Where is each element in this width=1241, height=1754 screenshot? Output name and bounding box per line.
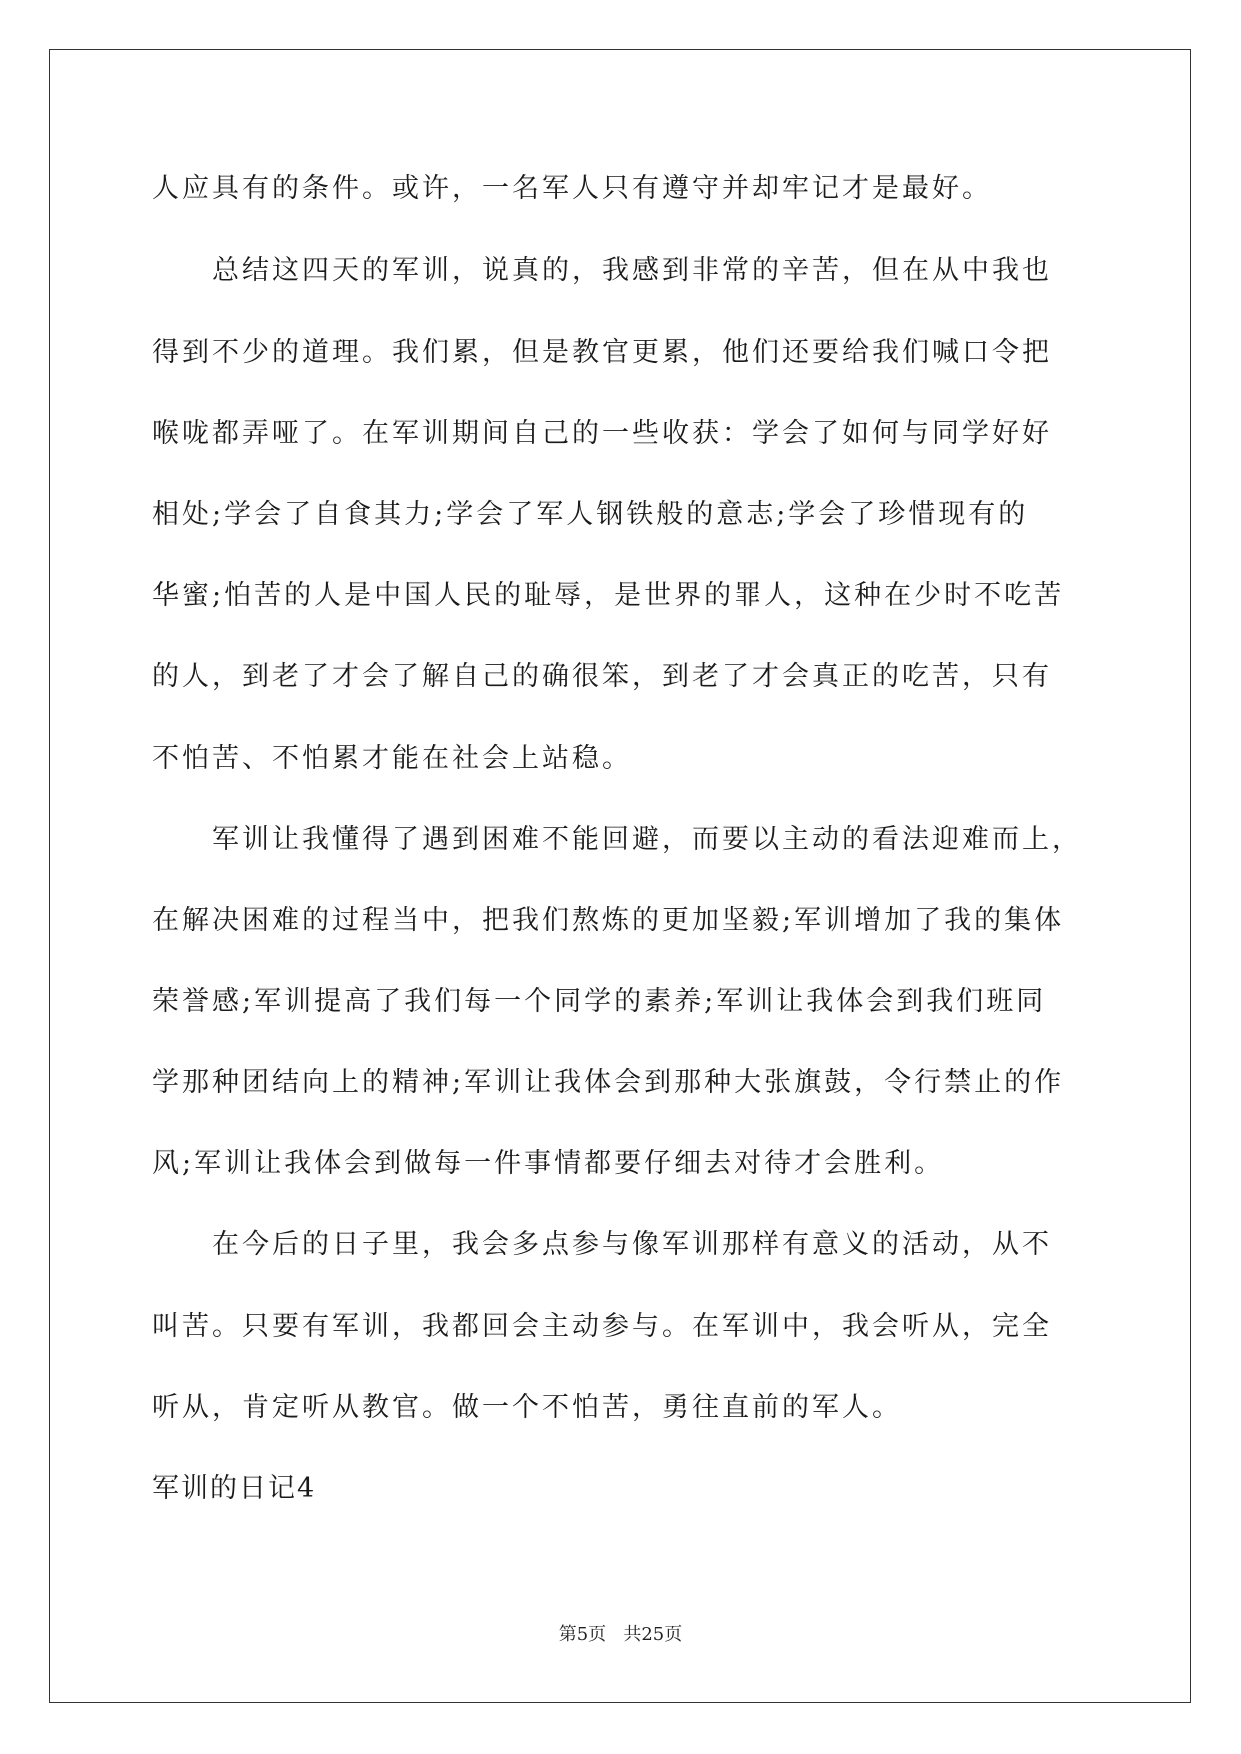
body-text-line: 总结这四天的军训，说真的，我感到非常的辛苦，但在从中我也 <box>152 255 1052 286</box>
total-pages-label: 共25页 <box>623 1624 683 1645</box>
body-text-line: 军训让我懂得了遇到困难不能回避，而要以主动的看法迎难而上， <box>152 824 1082 855</box>
body-text-line: 学那种团结向上的精神;军训让我体会到那种大张旗鼓，令行禁止的作 <box>152 1067 1065 1098</box>
section-heading: 军训的日记4 <box>152 1473 317 1504</box>
page-border <box>49 49 1191 1703</box>
body-text-line: 喉咙都弄哑了。在军训期间自己的一些收获：学会了如何与同学好好 <box>152 418 1052 449</box>
footer-spacer <box>606 1624 623 1645</box>
body-text-line: 的人，到老了才会了解自己的确很笨，到老了才会真正的吃苦，只有 <box>152 661 1052 692</box>
body-text-line: 叫苦。只要有军训，我都回会主动参与。在军训中，我会听从，完全 <box>152 1311 1052 1342</box>
body-text-line: 不怕苦、不怕累才能在社会上站稳。 <box>152 743 632 774</box>
page-number-label: 第5页 <box>558 1624 607 1645</box>
body-text-line: 华蜜;怕苦的人是中国人民的耻辱，是世界的罪人，这种在少时不吃苦 <box>152 580 1065 611</box>
body-text-line: 荣誉感;军训提高了我们每一个同学的素养;军训让我体会到我们班同 <box>152 986 1047 1017</box>
body-text-line: 在今后的日子里，我会多点参与像军训那样有意义的活动，从不 <box>152 1229 1052 1260</box>
body-text-line: 听从，肯定听从教官。做一个不怕苦，勇往直前的军人。 <box>152 1392 902 1423</box>
body-text-line: 相处;学会了自食其力;学会了军人钢铁般的意志;学会了珍惜现有的 <box>152 499 1029 530</box>
body-text-line: 得到不少的道理。我们累，但是教官更累，他们还要给我们喊口令把 <box>152 337 1052 368</box>
page-footer <box>0 1620 1241 1650</box>
body-text-line: 人应具有的条件。或许，一名军人只有遵守并却牢记才是最好。 <box>152 173 992 204</box>
body-text-line: 风;军训让我体会到做每一件事情都要仔细去对待才会胜利。 <box>152 1148 945 1179</box>
body-text-line: 在解决困难的过程当中，把我们熬炼的更加坚毅;军训增加了我的集体 <box>152 905 1065 936</box>
